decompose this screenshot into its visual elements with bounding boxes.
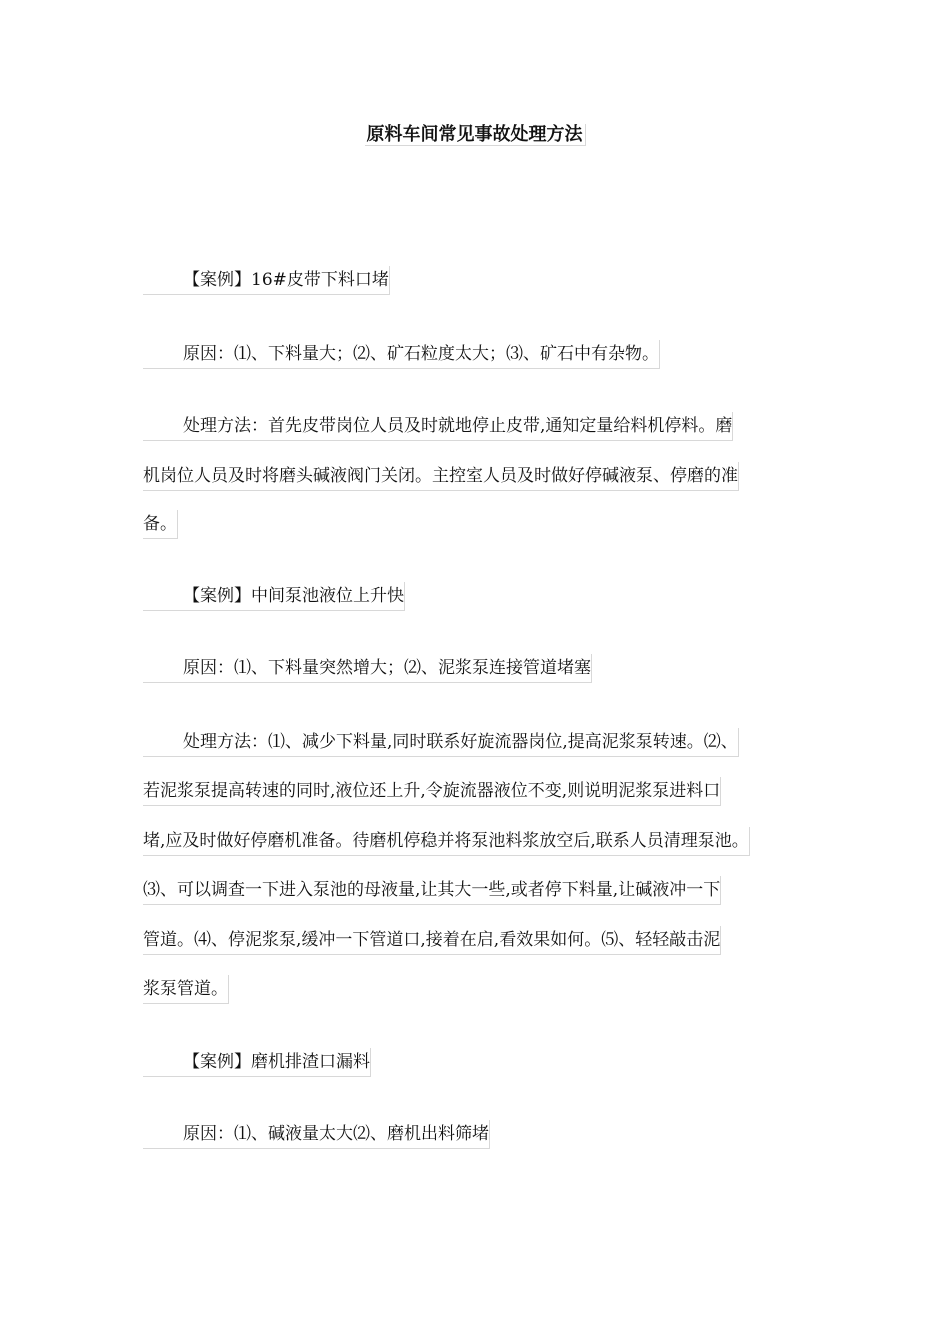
method-line: 机岗位人员及时将磨头碱液阀门关闭。主控室人员及时做好停碱液泵、停磨的准 (143, 462, 739, 491)
method-line: 管道。⑷、停泥浆泵,缓冲一下管道口,接着在启,看效果如何。⑸、轻轻敲击泥 (143, 926, 721, 955)
method-line: 堵,应及时做好停磨机准备。待磨机停稳并将泵池料浆放空后,联系人员清理泵池。 (143, 827, 750, 856)
reason-text: 原因：⑴、下料量突然增大；⑵、泥浆泵连接管道堵塞 (143, 654, 592, 683)
document-title-wrap (0, 122, 950, 148)
method-line: 处理方法：首先皮带岗位人员及时就地停止皮带,通知定量给料机停料。磨 (143, 412, 733, 441)
reason-text: 原因：⑴、下料量大；⑵、矿石粒度太大；⑶、矿石中有杂物。 (143, 340, 660, 369)
case-heading: 【案例】磨机排渣口漏料 (143, 1048, 371, 1077)
method-line: 处理方法：⑴、减少下料量,同时联系好旋流器岗位,提高泥浆泵转速。⑵、 (143, 728, 739, 757)
case-heading: 【案例】16#皮带下料口堵 (143, 266, 390, 295)
reason-text: 原因：⑴、碱液量太大⑵、磨机出料筛堵 (143, 1120, 490, 1149)
method-line: 浆泵管道。 (143, 975, 229, 1004)
method-line: ⑶、可以调查一下进入泵池的母液量,让其大一些,或者停下料量,让碱液冲一下 (143, 876, 721, 905)
case-heading: 【案例】中间泵池液位上升快 (143, 582, 405, 611)
method-line: 备。 (143, 510, 178, 539)
method-line: 若泥浆泵提高转速的同时,液位还上升,令旋流器液位不变,则说明泥浆泵进料口 (143, 777, 721, 806)
document-title: 原料车间常见事故处理方法 (365, 124, 586, 146)
